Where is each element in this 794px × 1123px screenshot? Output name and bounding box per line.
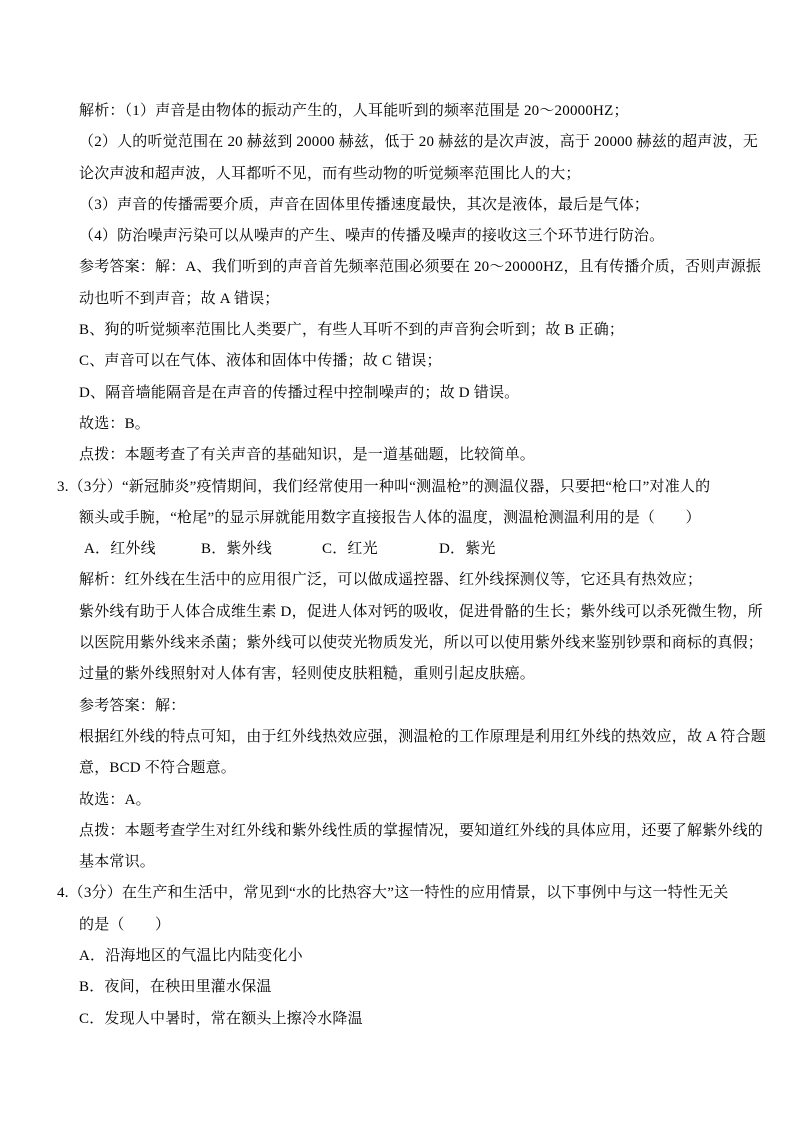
q2-answer-5: D、隔音墙能隔音是在声音的传播过程中控制噪声的；故 D 错误。 — [79, 384, 520, 401]
q2-analysis-5: （4）防治噪声污染可以从噪声的产生、噪声的传播及噪声的接收这三个环节进行防治。 — [79, 228, 665, 245]
q3-analysis-2: 紫外线有助于人体合成维生素 D，促进人体对钙的吸收，促进骨骼的生长；紫外线可以杀死微生物，所 — [79, 603, 763, 620]
q4-option-c: C．发现人中暑时，常在额头上擦冷水降温 — [79, 1010, 363, 1027]
q2-answer-1: 参考答案：解：A、我们听到的声音首先频率范围必须要在 20～20000HZ，且有传播介质，否则声源振 — [79, 259, 762, 276]
q3-analysis-1: 解析：红外线在生活中的应用很广泛，可以做成遥控器、红外线探测仪等，它还具有热效应； — [79, 572, 703, 589]
q4-option-a: A．沿海地区的气温比内陆变化小 — [79, 948, 303, 965]
q2-analysis-4: （3）声音的传播需要介质，声音在固体里传播速度最快，其次是液体，最后是气体； — [79, 196, 650, 213]
q3-answer-choice: 故选：A。 — [79, 791, 151, 808]
document-body — [57, 96, 766, 1035]
q2-analysis-1: 解析：（1）声音是由物体的振动产生的，人耳能听到的频率范围是 20～20000HZ； — [79, 103, 629, 119]
q2-analysis-3: 论次声波和超声波，人耳都听不见，而有些动物的听觉频率范围比人的大； — [79, 165, 581, 182]
question-4-section — [57, 878, 763, 1034]
q3-stem-2: 额头或手腕，“枪尾”的显示屏就能用数字直接报告人体的温度，测温枪测温利用的是（ ） — [79, 509, 701, 526]
question-3-section — [57, 472, 766, 879]
q3-answer-2: 根据红外线的特点可知，由于红外线热效应强，测温枪的工作原理是利用红外线的热效应，故 A 符合题 — [79, 728, 766, 745]
q2-answer-2: 动也听不到声音；故 A 错误； — [79, 290, 280, 307]
q3-answer-3: 意，BCD 不符合题意。 — [79, 760, 236, 777]
q3-analysis-3: 以医院用紫外线来杀菌；紫外线可以使荧光物质发光，所以可以使用紫外线来鉴别钞票和商标的真假； — [79, 635, 764, 652]
q2-answer-4: C、声音可以在气体、液体和固体中传播；故 C 错误； — [79, 353, 442, 370]
q3-analysis-4: 过量的紫外线照射对人体有害，轻则使皮肤粗糙，重则引起皮肤癌。 — [79, 666, 536, 683]
q3-options-item-2: C．红光 — [322, 541, 378, 558]
q2-answer-choice: 故选：B。 — [79, 415, 151, 432]
q2-answer-3: B、狗的听觉频率范围比人类要广，有些人耳听不到的声音狗会听到；故 B 正确； — [79, 322, 625, 339]
q3-options-item-3: D．紫光 — [439, 541, 496, 558]
q2-analysis-2: （2）人的听觉范围在 20 赫兹到 20000 赫兹，低于 20 赫兹的是次声波，高于 20000 赫兹的超声波，无 — [79, 134, 759, 151]
q3-stem-1: 3.（3分）“新冠肺炎”疫情期间，我们经常使用一种叫“测温枪”的测温仪器，只要把“枪口”对准人的 — [57, 478, 711, 495]
q2-tips: 点拨：本题考查了有关声音的基础知识，是一道基础题，比较简单。 — [79, 447, 536, 464]
question-2-answer-section — [57, 96, 763, 472]
q3-options-item-0: A．红外线 — [84, 541, 156, 558]
q3-tips-1: 点拨：本题考查学生对红外线和紫外线性质的掌握情况，要知道红外线的具体应用，还要了解紫外线的 — [79, 822, 764, 839]
q3-answer-1: 参考答案：解： — [79, 697, 186, 714]
q3-tips-2: 基本常识。 — [79, 854, 156, 871]
q4-option-b: B．夜间，在秧田里灌水保温 — [79, 979, 272, 996]
q4-stem-2: 的是（ ） — [79, 916, 171, 933]
q3-options-item-1: B．紫外线 — [201, 541, 273, 558]
q3-options — [57, 534, 763, 565]
q4-stem-1: 4.（3分）在生产和生活中，常见到“水的比热容大”这一特性的应用情景，以下事例中与这一特性无关 — [57, 885, 729, 902]
